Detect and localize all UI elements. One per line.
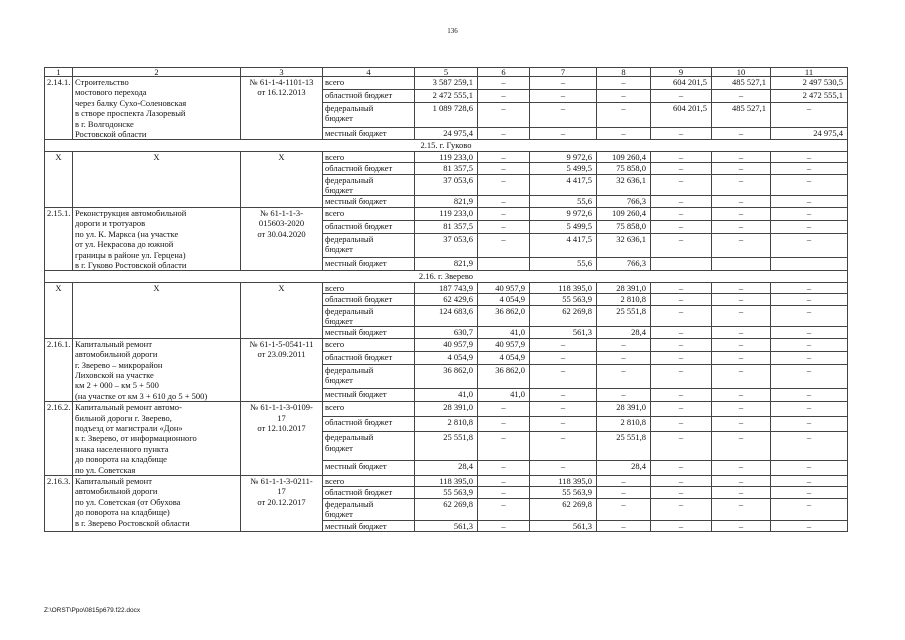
amount-cell: – <box>478 487 530 498</box>
funding-source: всего <box>323 77 415 90</box>
amount-cell: – <box>478 460 530 475</box>
amount-cell: – <box>651 89 712 102</box>
funding-source: федеральный бюджет <box>323 233 415 258</box>
amount-cell: 4 417,5 <box>530 233 597 258</box>
amount-cell: – <box>530 364 597 389</box>
amount-cell: 3 587 259,1 <box>415 77 478 90</box>
amount-cell: – <box>771 476 848 487</box>
amount-cell: – <box>712 351 771 364</box>
funding-source: областной бюджет <box>323 89 415 102</box>
amount-cell: – <box>771 174 848 196</box>
amount-cell: – <box>478 163 530 174</box>
amount-cell: – <box>651 327 712 338</box>
item-number: 2.14.1. <box>45 77 73 140</box>
amount-cell: – <box>771 351 848 364</box>
amount-cell: 4 054,9 <box>478 294 530 305</box>
amount-cell: 25 551,8 <box>597 432 651 461</box>
amount-cell: 630,7 <box>415 327 478 338</box>
amount-cell: – <box>478 207 530 220</box>
funding-source: местный бюджет <box>323 196 415 207</box>
amount-cell <box>771 258 848 271</box>
amount-cell: – <box>597 89 651 102</box>
amount-cell: 561,3 <box>415 520 478 531</box>
amount-cell: – <box>771 102 848 127</box>
amount-cell: 1 089 728,6 <box>415 102 478 127</box>
amount-cell: – <box>478 417 530 432</box>
amount-cell: – <box>771 417 848 432</box>
funding-source: федеральный бюджет <box>323 305 415 327</box>
budget-table <box>44 67 848 532</box>
amount-cell: – <box>530 89 597 102</box>
amount-cell: – <box>771 389 848 402</box>
amount-cell: 40 957,9 <box>478 338 530 351</box>
amount-cell: – <box>530 402 597 417</box>
funding-source: всего <box>323 282 415 293</box>
object-name: Капитальный ремонт автомобильной дороги по ул. Советская (от Обухова до поворота на кладбище) в г. Зверево Ростовской области <box>73 476 241 532</box>
amount-cell: 2 810,8 <box>597 294 651 305</box>
amount-cell: – <box>712 282 771 293</box>
amount-cell: – <box>651 233 712 258</box>
amount-cell: 561,3 <box>530 327 597 338</box>
amount-cell: – <box>712 487 771 498</box>
amount-cell: – <box>530 351 597 364</box>
amount-cell: – <box>478 520 530 531</box>
funding-source: всего <box>323 207 415 220</box>
amount-cell: – <box>712 305 771 327</box>
amount-cell: – <box>712 402 771 417</box>
amount-cell: 75 858,0 <box>597 163 651 174</box>
amount-cell: – <box>712 338 771 351</box>
amount-cell: – <box>712 417 771 432</box>
amount-cell: – <box>478 220 530 233</box>
amount-cell: – <box>478 89 530 102</box>
object-name: Капитальный ремонт автомобильной дороги г. Зверево – микрорайон Лиховской на участке км 2 + 000 – км 5 + 500 (на участке от км 3 + 610 до 5 + 500) <box>73 338 241 401</box>
amount-cell: – <box>712 89 771 102</box>
item-number: X <box>45 282 73 338</box>
amount-cell: – <box>712 196 771 207</box>
column-number: 1 <box>45 68 73 77</box>
amount-cell: – <box>771 163 848 174</box>
amount-cell: – <box>651 196 712 207</box>
amount-cell: – <box>651 389 712 402</box>
amount-cell: – <box>597 498 651 520</box>
amount-cell: – <box>771 151 848 162</box>
amount-cell: – <box>771 338 848 351</box>
amount-cell: – <box>651 498 712 520</box>
amount-cell <box>651 258 712 271</box>
amount-cell: – <box>712 364 771 389</box>
column-number: 9 <box>651 68 712 77</box>
section-title: 2.16. г. Зверево <box>45 271 848 282</box>
amount-cell: 41,0 <box>415 389 478 402</box>
amount-cell: – <box>712 432 771 461</box>
funding-source: местный бюджет <box>323 127 415 140</box>
amount-cell: 62 269,8 <box>415 498 478 520</box>
amount-cell: – <box>651 294 712 305</box>
amount-cell: – <box>478 174 530 196</box>
funding-source: местный бюджет <box>323 460 415 475</box>
amount-cell: 28 391,0 <box>415 402 478 417</box>
funding-source: областной бюджет <box>323 294 415 305</box>
amount-cell: 2 810,8 <box>597 417 651 432</box>
amount-cell: – <box>478 127 530 140</box>
table-row <box>45 77 848 90</box>
amount-cell: – <box>651 174 712 196</box>
funding-source: федеральный бюджет <box>323 174 415 196</box>
amount-cell: 81 357,5 <box>415 220 478 233</box>
amount-cell: – <box>530 77 597 90</box>
amount-cell: – <box>651 338 712 351</box>
amount-cell: – <box>651 127 712 140</box>
amount-cell: – <box>597 520 651 531</box>
amount-cell: 2 472 555,1 <box>415 89 478 102</box>
amount-cell: – <box>597 351 651 364</box>
table-row <box>45 207 848 220</box>
amount-cell: – <box>771 282 848 293</box>
amount-cell: 55 563,9 <box>530 487 597 498</box>
amount-cell: – <box>597 487 651 498</box>
column-number: 6 <box>478 68 530 77</box>
item-number: 2.16.1. <box>45 338 73 401</box>
amount-cell: 124 683,6 <box>415 305 478 327</box>
amount-cell: 36 862,0 <box>415 364 478 389</box>
page-number: 136 <box>447 27 458 35</box>
amount-cell: – <box>478 196 530 207</box>
amount-cell: – <box>651 432 712 461</box>
amount-cell: 4 054,9 <box>415 351 478 364</box>
amount-cell: – <box>651 282 712 293</box>
amount-cell: – <box>597 77 651 90</box>
amount-cell: – <box>651 163 712 174</box>
amount-cell: – <box>478 432 530 461</box>
amount-cell: – <box>712 498 771 520</box>
section-row <box>45 271 848 282</box>
amount-cell: – <box>530 127 597 140</box>
column-number: 5 <box>415 68 478 77</box>
amount-cell: – <box>478 77 530 90</box>
amount-cell: 766,3 <box>597 196 651 207</box>
amount-cell: – <box>771 305 848 327</box>
document-ref: № 61-1-1-3-0211- 17 от 20.12.2017 <box>241 476 323 532</box>
amount-cell: 62 429,6 <box>415 294 478 305</box>
amount-cell: – <box>651 476 712 487</box>
funding-source: всего <box>323 476 415 487</box>
funding-source: федеральный бюджет <box>323 432 415 461</box>
section-row <box>45 140 848 151</box>
amount-cell: 119 233,0 <box>415 207 478 220</box>
amount-cell: 604 201,5 <box>651 102 712 127</box>
amount-cell: 36 862,0 <box>478 364 530 389</box>
amount-cell: 55 563,9 <box>530 294 597 305</box>
amount-cell: – <box>651 151 712 162</box>
amount-cell: 55,6 <box>530 258 597 271</box>
table-row <box>45 151 848 162</box>
document-ref: № 61-1-4-1101-13 от 16.12.2013 <box>241 77 323 140</box>
header-row <box>45 68 848 77</box>
column-number: 4 <box>323 68 415 77</box>
amount-cell: – <box>712 220 771 233</box>
document-ref: X <box>241 151 323 207</box>
amount-cell: – <box>651 364 712 389</box>
amount-cell: – <box>530 338 597 351</box>
amount-cell: – <box>478 402 530 417</box>
amount-cell: 37 053,6 <box>415 174 478 196</box>
amount-cell: 24 975,4 <box>771 127 848 140</box>
amount-cell: 32 636,1 <box>597 233 651 258</box>
amount-cell: – <box>712 389 771 402</box>
amount-cell <box>712 258 771 271</box>
amount-cell: – <box>771 207 848 220</box>
amount-cell: 821,9 <box>415 196 478 207</box>
amount-cell: 119 233,0 <box>415 151 478 162</box>
amount-cell: 37 053,6 <box>415 233 478 258</box>
funding-source: областной бюджет <box>323 220 415 233</box>
amount-cell: 41,0 <box>478 327 530 338</box>
item-number: 2.16.3. <box>45 476 73 532</box>
amount-cell: 40 957,9 <box>415 338 478 351</box>
item-number: 2.16.2. <box>45 402 73 476</box>
amount-cell: 561,3 <box>530 520 597 531</box>
amount-cell: 41,0 <box>478 389 530 402</box>
amount-cell: 118 395,0 <box>530 476 597 487</box>
funding-source: местный бюджет <box>323 389 415 402</box>
amount-cell: 24 975,4 <box>415 127 478 140</box>
funding-source: местный бюджет <box>323 520 415 531</box>
amount-cell: 109 260,4 <box>597 207 651 220</box>
amount-cell: 604 201,5 <box>651 77 712 90</box>
amount-cell: – <box>771 294 848 305</box>
column-number: 7 <box>530 68 597 77</box>
column-number: 3 <box>241 68 323 77</box>
funding-source: областной бюджет <box>323 163 415 174</box>
amount-cell: 28 391,0 <box>597 282 651 293</box>
amount-cell: 109 260,4 <box>597 151 651 162</box>
amount-cell: 5 499,5 <box>530 163 597 174</box>
document-ref: № 61-1-1-3- 015603-2020 от 30.04.2020 <box>241 207 323 270</box>
amount-cell: 2 810,8 <box>415 417 478 432</box>
amount-cell: – <box>478 233 530 258</box>
item-number: X <box>45 151 73 207</box>
amount-cell: – <box>597 102 651 127</box>
amount-cell: – <box>771 364 848 389</box>
amount-cell: – <box>712 127 771 140</box>
table-row <box>45 402 848 417</box>
column-number: 11 <box>771 68 848 77</box>
amount-cell: – <box>478 151 530 162</box>
funding-source: всего <box>323 151 415 162</box>
amount-cell: – <box>651 305 712 327</box>
amount-cell: – <box>712 476 771 487</box>
amount-cell: 118 395,0 <box>415 476 478 487</box>
object-name: X <box>73 151 241 207</box>
amount-cell: – <box>478 498 530 520</box>
amount-cell: 821,9 <box>415 258 478 271</box>
amount-cell: 32 636,1 <box>597 174 651 196</box>
amount-cell: – <box>771 498 848 520</box>
amount-cell: 62 269,8 <box>530 305 597 327</box>
amount-cell: – <box>478 476 530 487</box>
amount-cell: – <box>712 327 771 338</box>
table-row <box>45 338 848 351</box>
amount-cell: – <box>712 163 771 174</box>
amount-cell: – <box>651 487 712 498</box>
column-number: 10 <box>712 68 771 77</box>
amount-cell: – <box>651 417 712 432</box>
item-number: 2.15.1. <box>45 207 73 270</box>
amount-cell: – <box>651 220 712 233</box>
amount-cell: 28 391,0 <box>597 402 651 417</box>
amount-cell: – <box>771 233 848 258</box>
amount-cell: – <box>651 207 712 220</box>
amount-cell: 9 972,6 <box>530 207 597 220</box>
document-ref: № 61-1-1-3-0109- 17 от 12.10.2017 <box>241 402 323 476</box>
amount-cell: 36 862,0 <box>478 305 530 327</box>
amount-cell: 2 472 555,1 <box>771 89 848 102</box>
amount-cell: 9 972,6 <box>530 151 597 162</box>
amount-cell: 4 054,9 <box>478 351 530 364</box>
amount-cell: – <box>651 351 712 364</box>
amount-cell <box>478 258 530 271</box>
amount-cell: – <box>530 417 597 432</box>
table-row <box>45 282 848 293</box>
amount-cell: – <box>597 389 651 402</box>
amount-cell: 62 269,8 <box>530 498 597 520</box>
funding-source: местный бюджет <box>323 258 415 271</box>
amount-cell: – <box>651 402 712 417</box>
amount-cell: – <box>712 207 771 220</box>
amount-cell: – <box>712 520 771 531</box>
amount-cell: – <box>651 520 712 531</box>
amount-cell: 55,6 <box>530 196 597 207</box>
amount-cell: 28,4 <box>597 460 651 475</box>
amount-cell: 187 743,9 <box>415 282 478 293</box>
amount-cell: – <box>712 174 771 196</box>
amount-cell: – <box>771 487 848 498</box>
column-number: 2 <box>73 68 241 77</box>
amount-cell: – <box>530 460 597 475</box>
funding-source: областной бюджет <box>323 417 415 432</box>
amount-cell: – <box>597 476 651 487</box>
funding-source: областной бюджет <box>323 351 415 364</box>
amount-cell: – <box>651 460 712 475</box>
amount-cell: 25 551,8 <box>415 432 478 461</box>
amount-cell: 75 858,0 <box>597 220 651 233</box>
funding-source: областной бюджет <box>323 487 415 498</box>
object-name: X <box>73 282 241 338</box>
table-row <box>45 476 848 487</box>
funding-source: всего <box>323 402 415 417</box>
amount-cell: 766,3 <box>597 258 651 271</box>
amount-cell: 81 357,5 <box>415 163 478 174</box>
amount-cell: – <box>771 402 848 417</box>
amount-cell: – <box>771 196 848 207</box>
amount-cell: 55 563,9 <box>415 487 478 498</box>
amount-cell: 118 395,0 <box>530 282 597 293</box>
object-name: Реконструкция автомобильной дороги и тротуаров по ул. К. Маркса (на участке от ул. Некрасова до южной границы в районе ул. Герцена) в г. Гуково Ростовской области <box>73 207 241 270</box>
amount-cell: 28,4 <box>415 460 478 475</box>
funding-source: федеральный бюджет <box>323 498 415 520</box>
file-path-footer: Z:\ORST\Ppo\0815p679.f22.docx <box>44 607 141 614</box>
object-name: Капитальный ремонт автомо- бильной дороги г. Зверево, подъезд от магистрали «Дон» к г. Зверево, от информационного знака населенного пункта до поворота на кладбище по ул. Советская <box>73 402 241 476</box>
funding-source: федеральный бюджет <box>323 102 415 127</box>
amount-cell: – <box>712 460 771 475</box>
amount-cell: 25 551,8 <box>597 305 651 327</box>
amount-cell: – <box>530 432 597 461</box>
document-ref: № 61-1-5-0541-11 от 23.09.2011 <box>241 338 323 401</box>
amount-cell: 485 527,1 <box>712 77 771 90</box>
amount-cell: 28,4 <box>597 327 651 338</box>
amount-cell: 5 499,5 <box>530 220 597 233</box>
amount-cell: – <box>597 364 651 389</box>
amount-cell: – <box>771 220 848 233</box>
funding-source: местный бюджет <box>323 327 415 338</box>
amount-cell: – <box>597 127 651 140</box>
amount-cell: 485 527,1 <box>712 102 771 127</box>
amount-cell: – <box>478 102 530 127</box>
section-title: 2.15. г. Гуково <box>45 140 848 151</box>
amount-cell: – <box>771 460 848 475</box>
object-name: Строительство мостового перехода через балку Сухо-Соленовская в створе проспекта Лазоревый в г. Волгодонске Ростовской области <box>73 77 241 140</box>
amount-cell: – <box>712 233 771 258</box>
amount-cell: – <box>712 294 771 305</box>
funding-source: всего <box>323 338 415 351</box>
amount-cell: – <box>712 151 771 162</box>
amount-cell: – <box>530 102 597 127</box>
amount-cell: – <box>771 327 848 338</box>
amount-cell: – <box>530 389 597 402</box>
funding-source: федеральный бюджет <box>323 364 415 389</box>
amount-cell: 4 417,5 <box>530 174 597 196</box>
amount-cell: – <box>597 338 651 351</box>
amount-cell: 40 957,9 <box>478 282 530 293</box>
amount-cell: 2 497 530,5 <box>771 77 848 90</box>
amount-cell: – <box>771 432 848 461</box>
document-ref: X <box>241 282 323 338</box>
column-number: 8 <box>597 68 651 77</box>
amount-cell: – <box>771 520 848 531</box>
